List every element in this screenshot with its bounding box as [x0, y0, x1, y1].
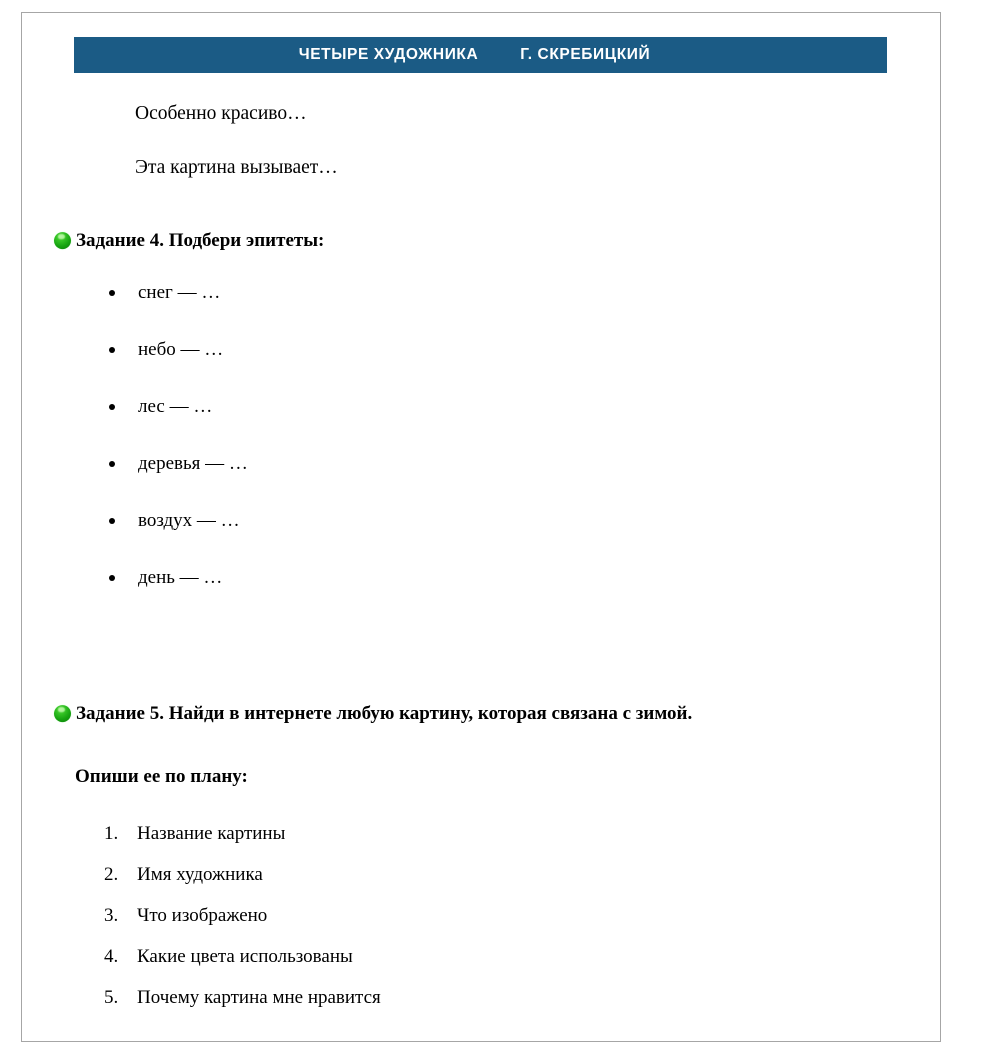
epithet-label: деревья — …: [138, 452, 248, 474]
document-body: [22, 85, 942, 1027]
list-item: [22, 945, 942, 986]
paragraph-prompt-1: Особенно красиво…: [135, 103, 307, 124]
list-item-number: 3.: [104, 905, 119, 927]
list-item-label: Имя художника: [137, 864, 263, 886]
epithet-label: воздух — …: [138, 509, 240, 531]
list-item: [22, 392, 942, 449]
list-item-number: 4.: [104, 946, 119, 968]
task-5-heading: [22, 703, 942, 726]
list-item: [22, 506, 942, 563]
task-5-heading-label: Задание 5. Найди в интернете любую картину, которая связана с зимой.: [76, 702, 693, 724]
green-sphere-bullet-icon: [54, 232, 71, 249]
document-header-banner: [74, 37, 887, 73]
header-title: ЧЕТЫРЕ ХУДОЖНИКА: [298, 46, 479, 63]
epithet-label: небо — …: [138, 338, 224, 360]
epithet-label: лес — …: [138, 395, 213, 417]
list-item: [22, 863, 942, 904]
list-item-label: Какие цвета использованы: [137, 946, 353, 968]
list-item-label: Название картины: [137, 823, 286, 845]
header-text-group: [299, 46, 651, 64]
list-item: [22, 986, 942, 1027]
list-item-number: 1.: [104, 823, 119, 845]
list-item-label: Почему картина мне нравится: [137, 987, 381, 1009]
list-item-label: Что изображено: [137, 905, 268, 927]
epithet-list: [22, 278, 942, 620]
list-item: [22, 904, 942, 945]
paragraph-prompt-2: Эта картина вызывает…: [135, 157, 338, 179]
page-content-area: [22, 13, 942, 1043]
task-5-subheading: Опиши ее по плану:: [75, 766, 248, 788]
list-item-number: 5.: [104, 987, 119, 1009]
document-page: [21, 12, 941, 1042]
plan-list: [22, 822, 942, 1027]
epithet-label: снег — …: [138, 281, 221, 303]
list-item: [22, 278, 942, 335]
header-author: Г. СКРЕБИЦКИЙ: [520, 46, 651, 63]
list-item: [22, 449, 942, 506]
green-sphere-bullet-icon: [54, 705, 71, 722]
list-item-number: 2.: [104, 864, 119, 886]
epithet-label: день — …: [138, 566, 223, 588]
list-item: [22, 563, 942, 620]
list-item: [22, 822, 942, 863]
task-4-heading: [22, 230, 942, 253]
list-item: [22, 335, 942, 392]
task-4-heading-label: Задание 4. Подбери эпитеты:: [76, 229, 325, 251]
